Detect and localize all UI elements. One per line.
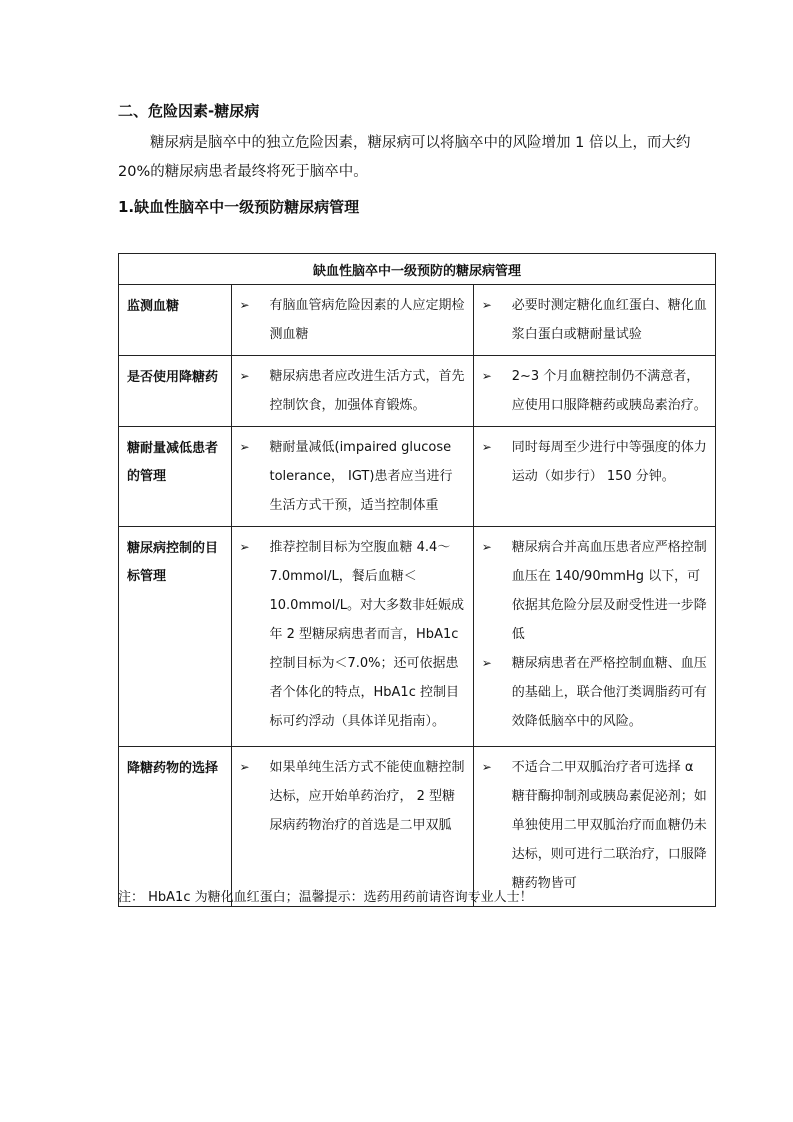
table-row <box>119 527 716 747</box>
bullet-arrow-icon: ➢ <box>481 540 492 554</box>
bullet-text: 同时每周至少进行中等强度的体力运动（如步行） 150 分钟。 <box>511 440 707 484</box>
bullet-text: 2~3 个月血糖控制仍不满意者，应使用口服降糖药或胰岛素治疗。 <box>511 369 707 413</box>
bullet-item <box>236 433 465 520</box>
bullet-item <box>236 291 465 349</box>
row-label: 糖尿病控制的目标管理 <box>119 527 232 747</box>
cell-right <box>473 427 715 527</box>
bullet-text: 糖尿病患者应改进生活方式，首先控制饮食，加强体育锻炼。 <box>269 369 465 413</box>
row-label: 降糖药物的选择 <box>119 747 232 907</box>
cell-right <box>473 527 715 747</box>
bullet-arrow-icon: ➢ <box>239 440 250 454</box>
cell-left <box>231 356 473 427</box>
table-row <box>119 285 716 356</box>
subheading: 1.缺血性脑卒中一级预防糖尿病管理 <box>118 198 360 216</box>
bullet-arrow-icon: ➢ <box>481 369 492 383</box>
table-row <box>119 747 716 907</box>
cell-right <box>473 356 715 427</box>
bullet-arrow-icon: ➢ <box>239 760 250 774</box>
bullet-arrow-icon: ➢ <box>239 540 250 554</box>
bullet-text: 有脑血管病危险因素的人应定期检测血糖 <box>269 298 465 342</box>
bullet-text: 糖尿病合并高血压患者应严格控制血压在 140/90mmHg 以下，可依据其危险分层及耐受性进一步降低 <box>511 540 707 642</box>
bullet-item <box>478 362 707 420</box>
table-row <box>119 356 716 427</box>
bullet-text: 糖尿病患者在严格控制血糖、血压的基础上，联合他汀类调脂药可有效降低脑卒中的风险。 <box>511 656 707 729</box>
bullet-item <box>478 649 707 736</box>
bullet-arrow-icon: ➢ <box>481 440 492 454</box>
bullet-item <box>478 753 707 898</box>
bullet-arrow-icon: ➢ <box>239 369 250 383</box>
footnote: 注： HbA1c 为糖化血红蛋白；温馨提示：选药用药前请咨询专业人士！ <box>118 890 533 905</box>
bullet-text: 如果单纯生活方式不能使血糖控制达标，应开始单药治疗， 2 型糖尿病药物治疗的首选是二甲双胍 <box>269 760 465 833</box>
bullet-text: 推荐控制目标为空腹血糖 4.4～7.0mmol/L，餐后血糖＜10.0mmol/L。对大多数非妊娠成年 2 型糖尿病患者而言，HbA1c 控制目标为＜7.0%；还可依据患者个体化的特点，HbA1c 控制目标可约浮动（具体详见指南）。 <box>269 540 464 729</box>
intro-paragraph: 糖尿病是脑卒中的独立危险因素，糖尿病可以将脑卒中的风险增加 1 倍以上，而大约 20%的糖尿病患者最终将死于脑卒中。 <box>118 135 691 180</box>
section-heading: 二、危险因素-糖尿病 <box>118 102 260 120</box>
bullet-item <box>478 291 707 349</box>
bullet-arrow-icon: ➢ <box>481 760 492 774</box>
bullet-item <box>236 362 465 420</box>
bullet-text: 糖耐量减低(impaired glucose tolerance， IGT)患者应当进行生活方式干预，适当控制体重 <box>269 440 453 513</box>
bullet-text: 不适合二甲双胍治疗者可选择 α 糖苷酶抑制剂或胰岛素促泌剂；如单独使用二甲双胍治疗而血糖仍未达标，则可进行二联治疗，口服降糖药物皆可 <box>511 760 707 891</box>
bullet-text: 必要时测定糖化血红蛋白、糖化血浆白蛋白或糖耐量试验 <box>511 298 707 342</box>
cell-right <box>473 747 715 907</box>
table-row <box>119 427 716 527</box>
bullet-arrow-icon: ➢ <box>481 656 492 670</box>
row-label: 糖耐量减低患者的管理 <box>119 427 232 527</box>
bullet-item <box>236 533 465 736</box>
cell-left <box>231 285 473 356</box>
cell-left <box>231 427 473 527</box>
table-title: 缺血性脑卒中一级预防的糖尿病管理 <box>119 254 716 285</box>
bullet-item <box>478 533 707 649</box>
cell-left <box>231 747 473 907</box>
row-label: 是否使用降糖药 <box>119 356 232 427</box>
cell-left <box>231 527 473 747</box>
bullet-arrow-icon: ➢ <box>239 298 250 312</box>
diabetes-management-table <box>118 253 716 907</box>
table-body <box>119 285 716 907</box>
row-label: 监测血糖 <box>119 285 232 356</box>
bullet-item <box>236 753 465 840</box>
bullet-item <box>478 433 707 491</box>
bullet-arrow-icon: ➢ <box>481 298 492 312</box>
cell-right <box>473 285 715 356</box>
